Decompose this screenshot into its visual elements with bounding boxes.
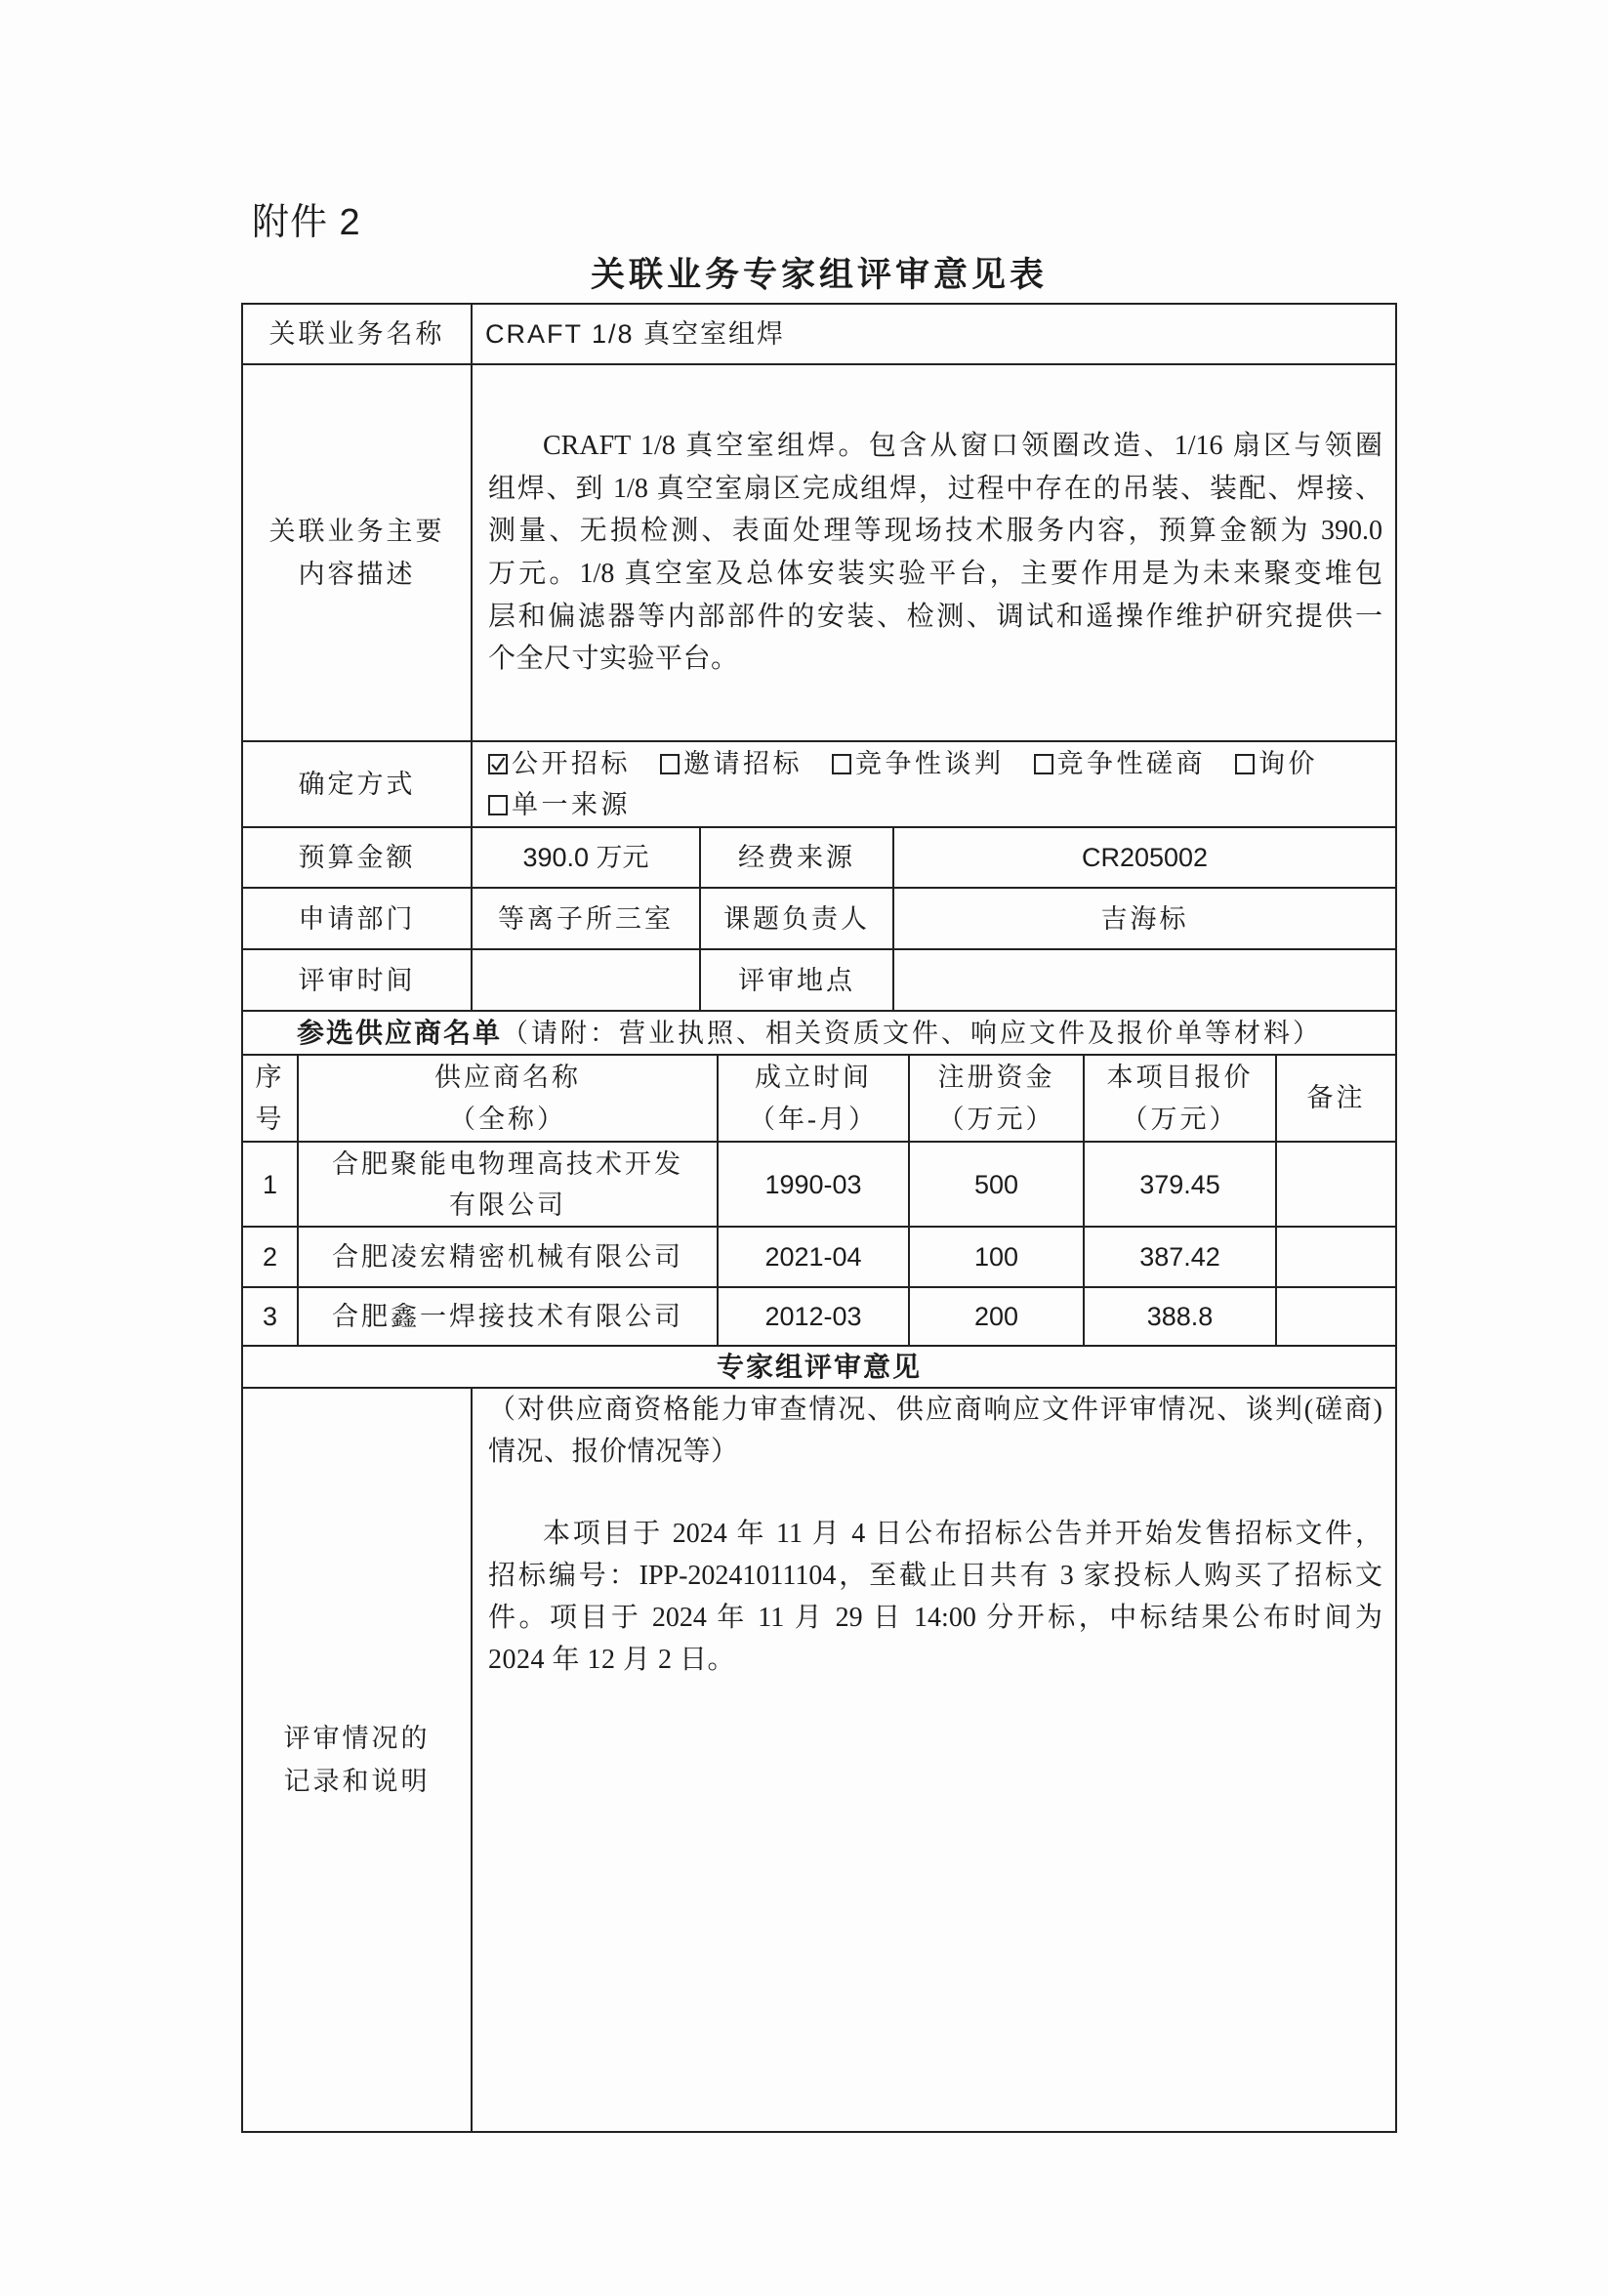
- supplier-name: [297, 1288, 717, 1345]
- header-supplier-name: [297, 1056, 717, 1141]
- header-quote: [1083, 1056, 1275, 1141]
- supplier-capital: 500: [908, 1143, 1083, 1226]
- header-line: （万元）: [937, 1104, 1055, 1134]
- option-label: 邀请招标: [683, 749, 803, 778]
- checkbox-open-tender-icon: [488, 754, 508, 774]
- option-label: 询价: [1258, 749, 1318, 778]
- description-label-line: 内容描述: [298, 560, 416, 589]
- row-business-name: [241, 303, 1397, 363]
- description-label-line: 关联业务主要: [268, 517, 445, 546]
- option-label: 竞争性谈判: [855, 749, 1005, 778]
- description-line: CRAFT 1/8 真空室组焊。包含从窗口领圈改造、1/16 扇区与领圈: [543, 430, 1382, 461]
- option-invited-tender: [660, 743, 803, 784]
- description-line: 个全尺寸实验平台。: [488, 644, 739, 675]
- supplier-list-title: [243, 1012, 1395, 1054]
- business-name-label: 关联业务名称: [268, 319, 445, 349]
- row-budget: [241, 826, 1397, 887]
- option-competitive-negotiation: [832, 743, 1005, 784]
- supplier-founded: 1990-03: [717, 1143, 908, 1226]
- supplier-no: 1: [262, 1169, 278, 1199]
- table-row: [241, 1286, 1397, 1345]
- supplier-list-note: （请附：营业执照、相关资质文件、响应文件及报价单等材料）: [502, 1018, 1323, 1048]
- header-line: 号: [255, 1104, 285, 1134]
- header-line: 本项目报价: [1106, 1062, 1254, 1092]
- supplier-quote: 387.42: [1083, 1228, 1275, 1286]
- project-leader-value: 吉海标: [892, 889, 1395, 948]
- review-place-label: 评审地点: [699, 950, 892, 1010]
- row-method: [241, 740, 1397, 826]
- option-single-source: [488, 784, 631, 825]
- description-line: 组焊、到 1/8 真空室扇区完成组焊，过程中存在的吊装、装配、焊接、: [488, 473, 1382, 504]
- supplier-quote: 388.8: [1083, 1288, 1275, 1345]
- supplier-remark: [1275, 1288, 1395, 1345]
- header-line: （全称）: [449, 1104, 566, 1134]
- table-row: [241, 1141, 1397, 1226]
- department-value: 等离子所三室: [471, 889, 699, 948]
- header-line: 备注: [1306, 1083, 1366, 1112]
- header-line: 成立时间: [755, 1062, 872, 1092]
- option-label: 竞争性磋商: [1056, 749, 1206, 778]
- supplier-list-heading: 参选供应商名单: [297, 1016, 503, 1049]
- budget-value: 390.0 万元: [471, 828, 699, 887]
- review-paragraph: [488, 1513, 1382, 1682]
- method-options: [471, 742, 1395, 826]
- review-line: 本项目于 2024 年 11 月 4 日公布招标公告并开始发售招标文件，: [543, 1518, 1382, 1549]
- description-line: 万元。1/8 真空室及总体安装实验平台，主要作用是为未来聚变堆包: [488, 559, 1382, 589]
- row-review-record: [241, 1387, 1397, 2133]
- supplier-no: 2: [262, 1242, 278, 1272]
- supplier-remark: [1275, 1143, 1395, 1226]
- header-line: 注册资金: [937, 1062, 1055, 1092]
- review-line: 2024 年 12 月 2 日。: [488, 1645, 736, 1676]
- review-record-label-line: 记录和说明: [283, 1767, 431, 1796]
- supplier-name: [297, 1228, 717, 1286]
- table-row: [241, 1226, 1397, 1286]
- review-line: 件。项目于 2024 年 11 月 29 日 14:00 分开标，中标结果公布时间为: [488, 1603, 1382, 1634]
- review-line: （对供应商资格能力审查情况、供应商响应文件评审情况、谈判(磋商): [488, 1395, 1382, 1425]
- department-label: 申请部门: [298, 903, 416, 934]
- fund-source-label: 经费来源: [699, 828, 892, 887]
- attachment-label: 附件 2: [252, 202, 361, 243]
- supplier-capital: 200: [908, 1288, 1083, 1345]
- row-department: [241, 887, 1397, 948]
- supplier-founded: 2012-03: [717, 1288, 908, 1345]
- review-paragraph: [488, 1389, 1382, 1474]
- checkbox-single-source-icon: [488, 795, 508, 815]
- checkbox-competitive-negotiation-icon: [832, 754, 851, 774]
- header-no: [243, 1056, 297, 1141]
- expert-opinion-title: 专家组评审意见: [716, 1350, 922, 1383]
- budget-label: 预算金额: [298, 843, 416, 872]
- supplier-quote: 379.45: [1083, 1143, 1275, 1226]
- supplier-name-text: 合肥凌宏精密机械有限公司: [332, 1242, 683, 1272]
- review-time-value: [471, 950, 699, 1010]
- supplier-no: 3: [262, 1302, 278, 1331]
- option-label: 公开招标: [512, 749, 631, 778]
- row-expert-title: [241, 1345, 1397, 1387]
- option-inquiry: [1235, 743, 1318, 784]
- checkbox-inquiry-icon: [1235, 754, 1255, 774]
- project-leader-label: 课题负责人: [699, 889, 892, 948]
- header-line: 供应商名称: [434, 1062, 581, 1092]
- header-line: （年-月）: [749, 1104, 878, 1134]
- option-label: 单一来源: [512, 790, 631, 819]
- supplier-founded: 2021-04: [717, 1228, 908, 1286]
- method-label: 确定方式: [298, 770, 416, 799]
- business-name-value: CRAFT 1/8 真空室组焊: [471, 305, 1395, 363]
- review-line: 招标编号：IPP-20241011104，至截止日共有 3 家投标人购买了招标文: [488, 1560, 1382, 1591]
- method-options-line: [488, 784, 631, 825]
- supplier-name-text: 合肥聚能电物理高技术开发有限公司: [332, 1148, 683, 1220]
- document-title: 关联业务专家组评审意见表: [590, 256, 1048, 295]
- supplier-table-header: [241, 1054, 1397, 1141]
- header-founded: [717, 1056, 908, 1141]
- description-label: [243, 365, 471, 740]
- header-line: （万元）: [1121, 1104, 1239, 1134]
- row-supplier-list-title: [241, 1010, 1397, 1054]
- header-line: 序: [255, 1062, 285, 1092]
- review-time-label: 评审时间: [298, 965, 416, 995]
- review-record-label-line: 评审情况的: [283, 1724, 431, 1753]
- row-review-time-place: [241, 948, 1397, 1010]
- header-capital: [908, 1056, 1083, 1141]
- row-description: [241, 363, 1397, 740]
- fund-source-value: CR205002: [892, 828, 1395, 887]
- option-competitive-consultation: [1034, 743, 1207, 784]
- checkbox-competitive-consultation-icon: [1034, 754, 1053, 774]
- option-open-tender: [488, 743, 631, 784]
- review-line: 情况、报价情况等）: [488, 1437, 739, 1468]
- description-line: 层和偏滤器等内部部件的安装、检测、调试和遥操作维护研究提供一: [488, 601, 1382, 632]
- supplier-name: [297, 1143, 717, 1226]
- supplier-remark: [1275, 1228, 1395, 1286]
- checkbox-invited-tender-icon: [660, 754, 680, 774]
- supplier-capital: 100: [908, 1228, 1083, 1286]
- review-place-value: [892, 950, 1395, 1010]
- review-record-text: [471, 1389, 1395, 2131]
- review-record-label: [243, 1389, 471, 2131]
- supplier-name-text: 合肥鑫一焊接技术有限公司: [332, 1302, 683, 1331]
- header-remark: [1275, 1056, 1395, 1141]
- description-text: [471, 365, 1395, 740]
- method-options-line: [488, 743, 1318, 784]
- description-line: 测量、无损检测、表面处理等现场技术服务内容，预算金额为 390.0: [488, 516, 1382, 547]
